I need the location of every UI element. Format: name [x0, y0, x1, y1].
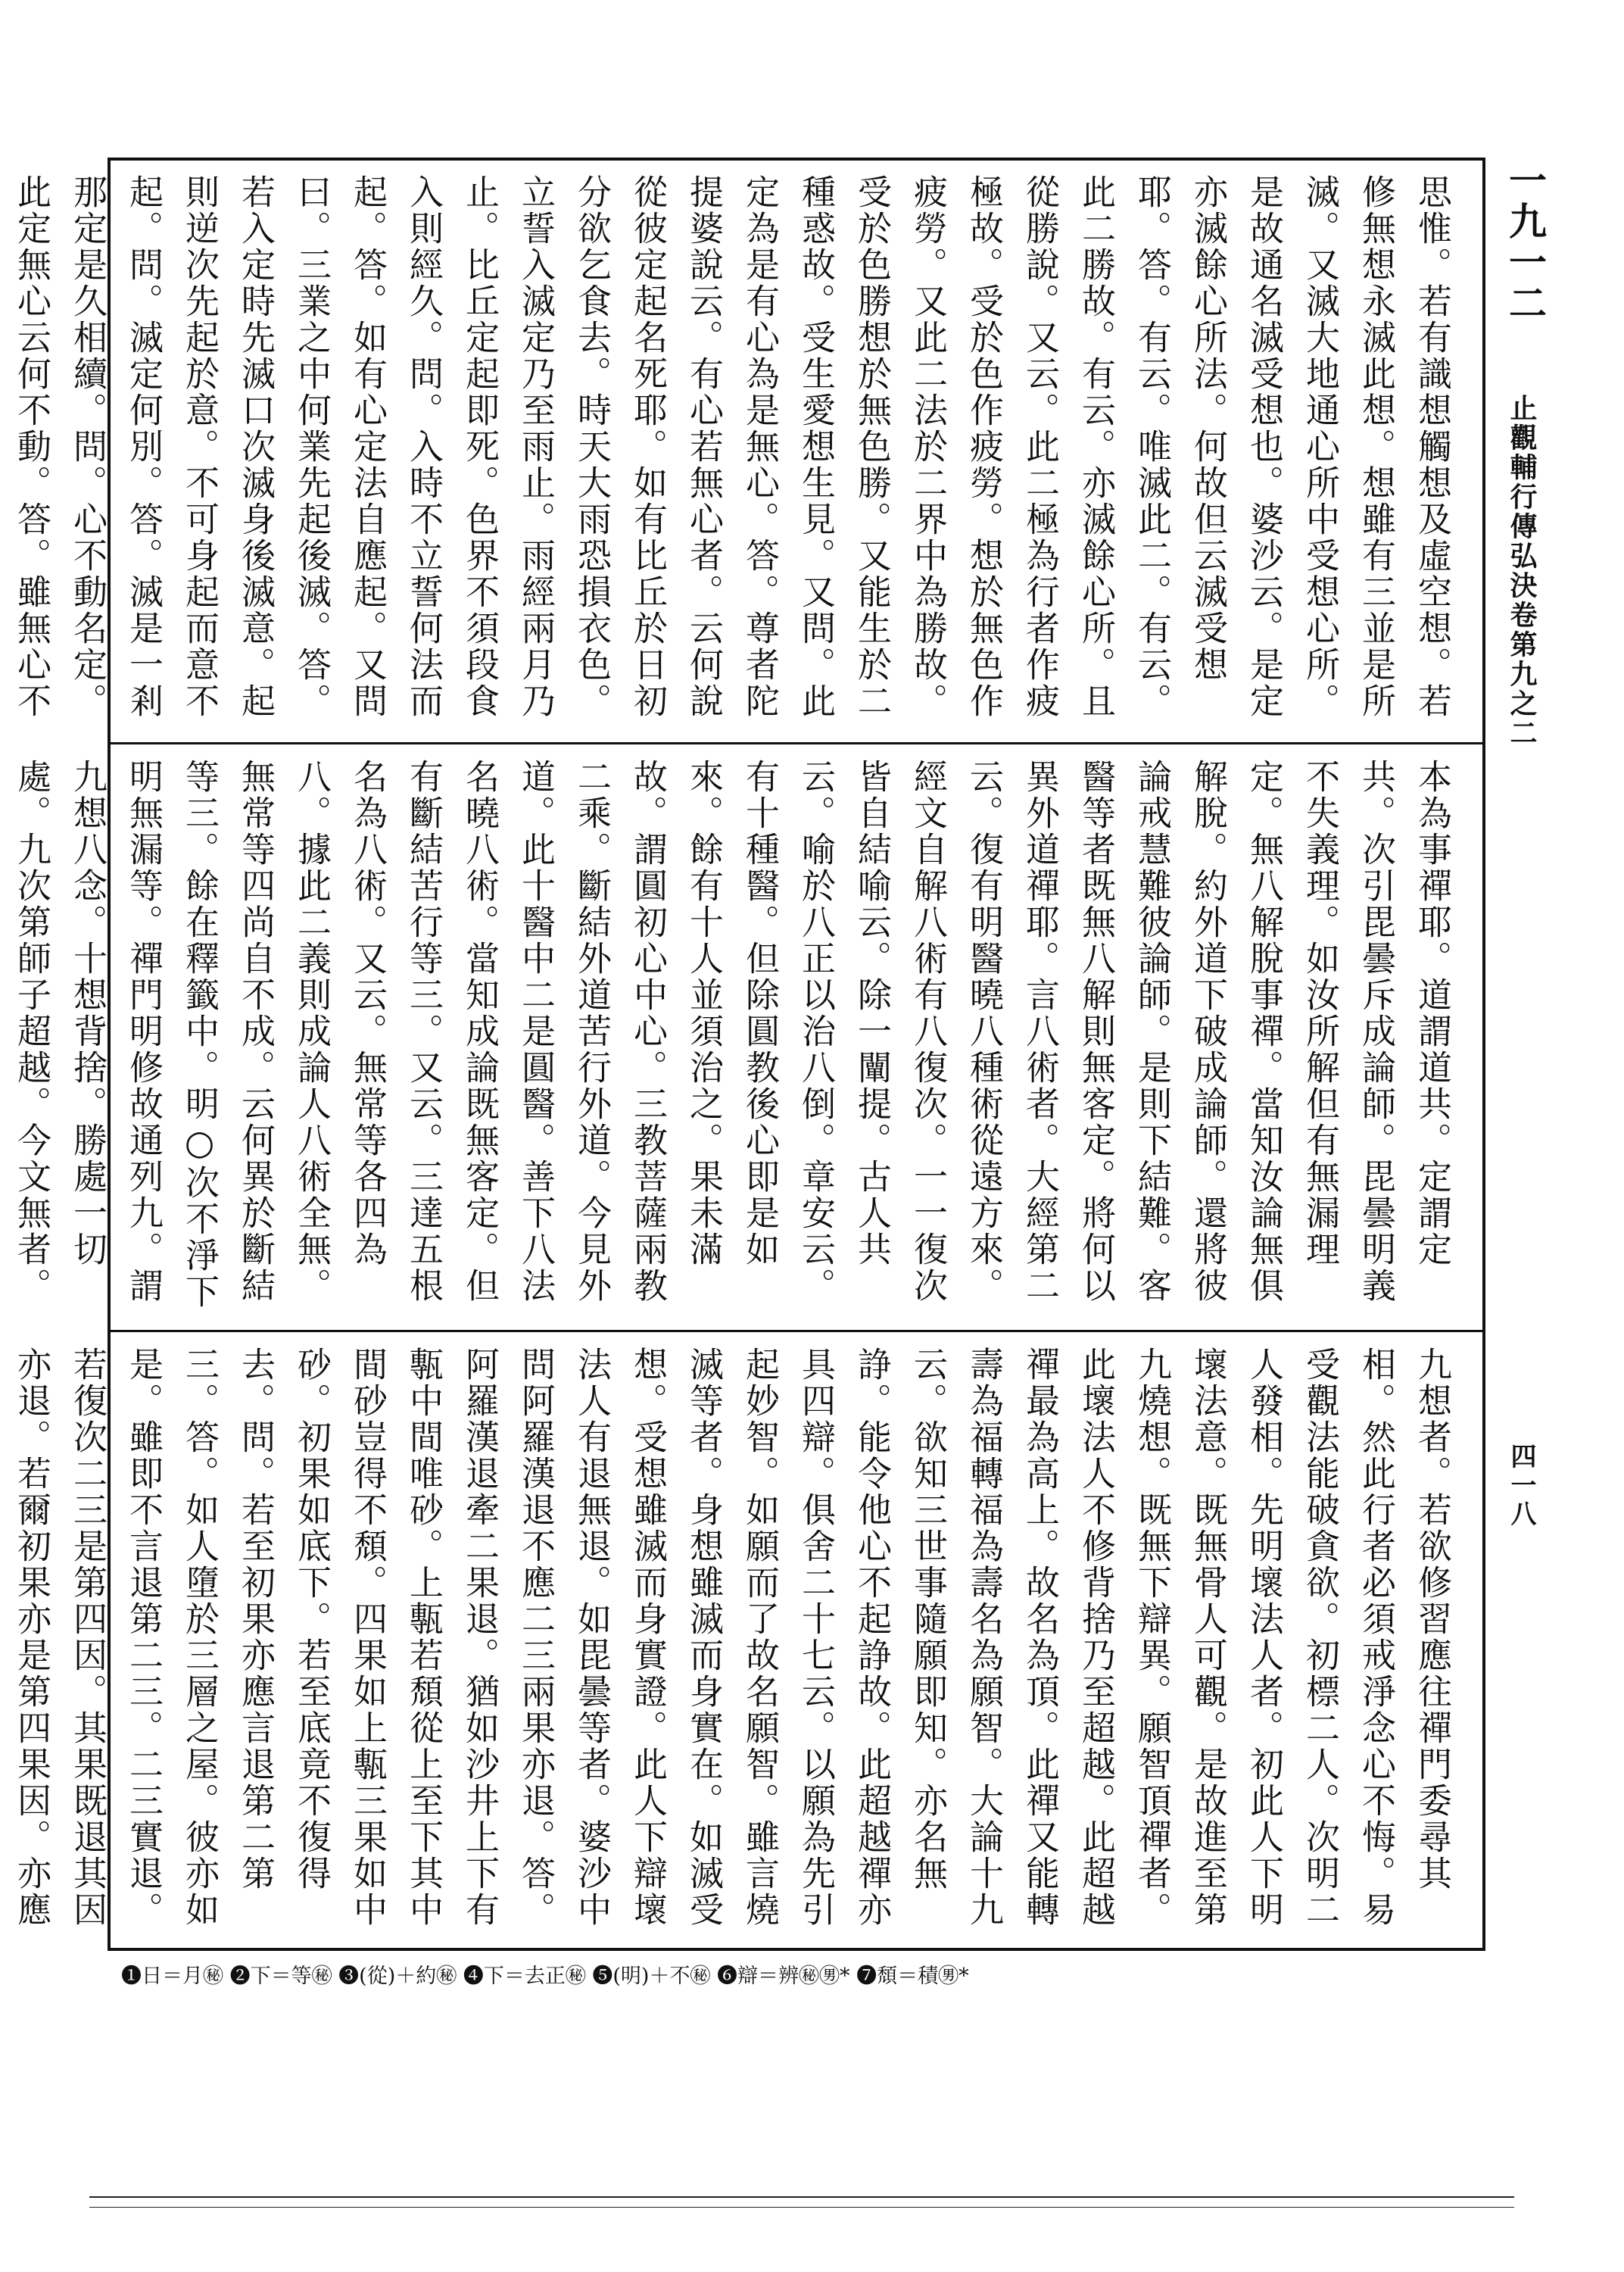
band-divider [111, 1330, 1482, 1332]
page-number: 一九一二 [1503, 161, 1548, 324]
bottom-rule [89, 2196, 1514, 2198]
text-band-bottom: 九想者。若欲修習應往禪門委尋其相。然此行者必須戒淨念心不悔。易受觀法能破貪欲。初標二人。次明二人發相。先明壞法人者。初此人下明壞法意。既無骨人可觀。是故進至第九燒想。既無下辯異。願智頂禪者。此壞法人不修背捨乃至超越。此超越禪最為高上。故名為頂。此禪又能轉壽為福轉福為壽名為願智。大論十九云。欲知三世事隨願即知。亦名無諍。能令他心不起諍故。此超越禪亦具四辯。俱舍二十七云。以願為先引起妙智。如願而了故名願智。雖言燒滅等者。身想雖滅而身實在。如滅受想。受想雖滅而身實證。此人下辯壞法人有退無退。如毘曇等者。婆沙中問阿羅漢退不應二三兩果亦退。答。阿羅漢退牽二果退。猶如沙井上下有甎中間唯砂。上甎若頹從上至下其中間砂豈得不頹。四果如上甎三果如中砂。初果如底下。若至底竟不復得去。問。若至初果亦應言退第二第三。答。如人墮於三層之屋。彼亦如是。雖即不言退第二三。二三實退。若復次二三是第四因。其果既退其因亦退。若爾初果亦是第四果因。亦應 [11, 1347, 1452, 1928]
text-band-top: 思惟。若有識想觸想及虛空想。若修無想永滅此想。想雖有三並是所滅。又滅大地通心所中受想心所。是故通名滅受想也。婆沙云。是定亦滅餘心所法。何故但云滅受想耶。答。有云。唯滅此二。有云。此二勝故。有云。亦滅餘心所。且從勝說。又云。此二極為行者作疲極故。受於色作疲勞。想於無色作疲勞。又此二法於二界中為勝故。受於色勝想於無色勝。又能生於二種惑故。受生愛想生見。又問。此定為是有心為是無心。答。尊者陀提婆說云。有心若無心者。云何說從彼定起名死耶。如有比丘於日初分欲乞食去。時天大雨恐損衣色。立誓入滅定乃至雨止。雨經兩月乃止。比丘定起即死。色界不須段食入則經久。問。入時不立誓何法而起。答。如有心定法自應起。又問曰。三業之中何業先起後滅。答。若入定時先滅口次滅身後滅意。起則逆次先起於意。不可身起而意不起。問。滅定何別。答。滅是一剎那定是久相續。問。心不動名定。此定無心云何不動。答。雖無心不 [11, 174, 1452, 719]
band-divider [111, 742, 1482, 744]
text-band-middle: 本為事禪耶。道謂道共。定謂定共。次引毘曇斥成論師。毘曇明義不失義理。如汝所解但有無漏理定。無八解脫事禪。當知汝論無俱解脫。約外道下破成論師。還將彼論戒慧難彼論師。是則下結難。客醫等者既無八解則無客定。將何以異外道禪耶。言八術者。大經第二云。復有明醫曉八種術從遠方來。經文自解八術有八復次。一一復次皆自結喻云。除一闡提。古人共云。喻於八正以治八倒。章安云。有十種醫。但除圓教後心即是如來。餘有十人並須治之。果未滿故。謂圓初心中心。三教菩薩兩教二乘。斷結外道苦行外道。今見外道。此十醫中二是圓醫。善下八法名曉八術。當知成論既無客定。但有斷結苦行等三。又云。三達五根名為八術。又云。無常等各四為八。據此二義則成論人八術全無。無常等四尚自不成。云何異於斷結等三。餘在釋籤中。明○次不淨下明無漏等。禪門明修故通列九。謂九想八念。十想背捨。勝處一切處。九次第師子超越。今文無者。 [11, 759, 1452, 1310]
folio-number: 四一八 [1506, 1443, 1536, 1529]
running-title: 止觀輔行傳弘決卷第九之二 [1506, 394, 1538, 748]
bottom-rule [89, 2207, 1514, 2208]
footnotes: ❶日＝月㊙ ❷下＝等㊙ ❸(從)＋約㊙ ❹下＝去正㊙ ❺(明)＋不㊙ ❻辯＝辨㊙㊚* ❼頹＝積㊚* [121, 1965, 969, 1988]
